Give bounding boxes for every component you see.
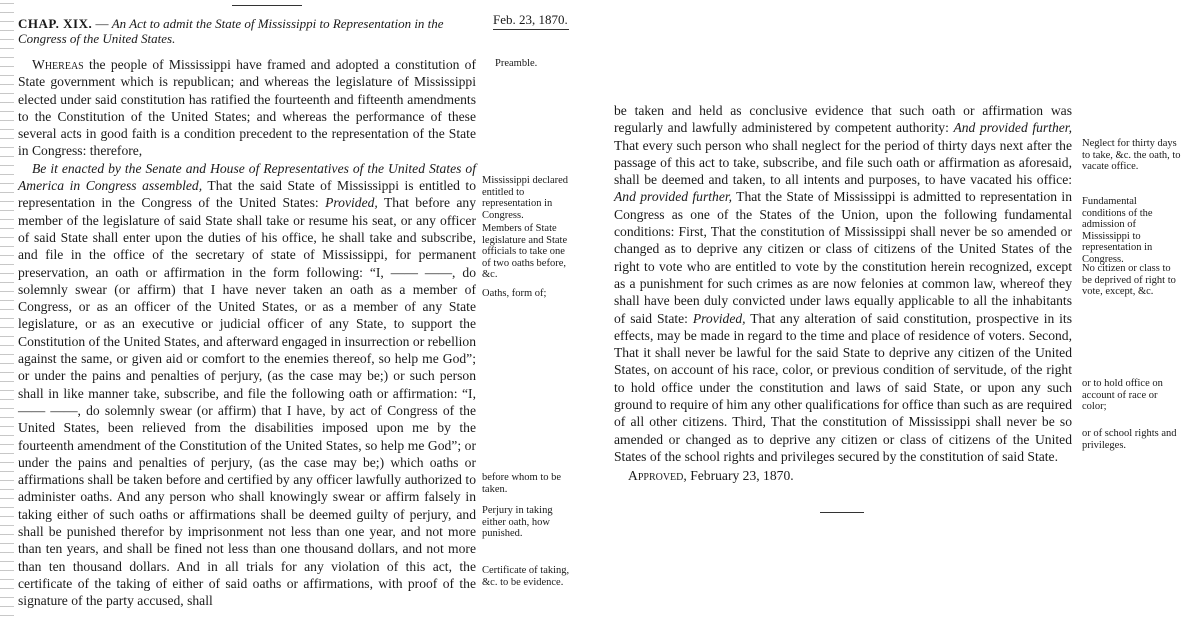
provided-1: Provided,: [325, 195, 378, 211]
margin-note-before-whom: before whom to be taken.: [482, 472, 562, 495]
top-rule: [232, 5, 302, 6]
right-text-c: That the State of Mississippi is admitted to representation in Congress as one of the States of the Union, upon the following fundamental conditions: First, That the constitution of Mississippi shall never be so amended or changed as to deprive any citizen or class of citizens of the United States of the right to vote who are entitled to vote by the constitution herein recognized, except as a punishment for such crimes as are now felonies at common law, whereof they shall have been duly convicted under laws equally applicable to all the inhabitants of said State:: [614, 189, 1072, 326]
margin-note-mississippi-entitled: Mississippi declared entitled to representation in Congress.: [482, 175, 569, 221]
approved-label: Approved,: [628, 468, 687, 484]
margin-note-certificate: Certificate of taking, &c. to be evidence.: [482, 565, 570, 588]
enacting-paragraph: [18, 160, 476, 610]
right-text-d: That any alteration of said constitution, prospective in its effects, may be made in regard to the time and place of residence of voters. Second, That it shall never be lawful for the said State to deprive any citizen of the United States, on account of his race, color, or previous condition of servitude, of the right to hold office under the constitution and laws of said State, or upon any such ground to require of him any other qualifications for office than such as are required of all other citizens. Third, That the constitution of Mississippi shall never be so amended or changed as to deprive any citizen or class of citizens of the United States of the school rights and privileges secured by the constitution of said State.: [614, 310, 1072, 464]
header-dash: —: [92, 16, 112, 31]
binding-edge: [0, 0, 14, 619]
approved-date: February 23, 1870.: [686, 468, 794, 484]
margin-note-preamble: Preamble.: [495, 58, 538, 69]
chapter-number: CHAP. XIX.: [18, 16, 93, 31]
enacting-clause: Be it enacted by the Senate and House of Representatives of the United States of America in Congress assembled,: [18, 160, 476, 194]
provided-2: And provided further,: [953, 120, 1072, 136]
provided-4: Provided,: [692, 310, 746, 326]
approved-line: [614, 467, 1072, 484]
left-text-a: That the said State of Mississippi is entitled to representation in the Congress of the United States:: [18, 178, 476, 211]
right-column: [614, 102, 1072, 485]
right-paragraph: [614, 102, 1072, 465]
end-rule: [820, 512, 864, 513]
margin-note-school-rights: or of school rights and privileges.: [1082, 428, 1177, 451]
act-title: An Act to admit the State of Mississippi to Representation in the Congress of the United States.: [18, 16, 444, 46]
margin-note-perjury: Perjury in taking either oath, how punished.: [482, 505, 553, 539]
left-column: [18, 56, 476, 610]
chapter-header: [18, 16, 488, 46]
preamble-paragraph: [18, 56, 476, 160]
margin-note-oaths-form: Oaths, form of;: [482, 288, 547, 299]
whereas-lead: Whereas: [32, 57, 84, 72]
left-text-b: That before any member of the legislature of said State shall take or resume his seat, or any officer of said State shall enter upon the duties of his office, he shall take and subscribe, and file in the office of the secretary of state of Mississippi, for permanent preservation, an oath or affirmation in the form following: “I, —— ——, do solemnly swear (or affirm) that I have never taken an oath as a member of Congress, or as an officer of the United States, or as a member of any State legislature, or as an executive or judicial officer of any State, to support the Constitution of the United States, and afterward engaged in insurrection or rebellion against the same, or given aid or comfort to the enemies thereof, so help me God”; or under the pains and penalties of perjury, (as the case may be;) or such person shall in like manner take, subscribe, and file the following oath or affirmation: “I, —— ——, do solemnly swear (or affirm) that I have, by act of Congress of the United States, been relieved from the disabilities imposed upon me by the fourteenth amendment of the Constitution of the United States, so help me God”; or under the pains and penalties of perjury, (as the case may be;) which oaths or affirmations shall be taken before and certified by any officer lawfully authorized to administer oaths. And any person who shall knowingly swear or affirm falsely in taking either of such oaths or affirmations shall be deemed guilty of perjury, and shall be punished therefor by imprisonment not less than one year, and not more than ten years, and shall be fined not less than one thousand dollars, and not more than ten thousand dollars. And in all trials for any violation of this act, the certificate of the taking of either of said oaths or affirmations, with proof of the signature of the party accused, shall: [18, 195, 477, 609]
act-date: Feb. 23, 1870.: [493, 12, 569, 30]
whereas-text: the people of Mississippi have framed and adopted a constitution of State government which is republican; and whereas the legislature of Mississippi elected under said constitution has ratified the fourteenth and fifteenth amendments to the Constitution of the United States; and whereas the performance of these several acts in good faith is a condition precedent to the representation of the State in Congress: therefore,: [18, 57, 476, 159]
right-text-b: That every such person who shall neglect for the period of thirty days next after the passage of this act to take, subscribe, and file such oath or affirmation as aforesaid, shall be deemed and taken, to all intents and purposes, to have vacated his office:: [614, 137, 1072, 188]
margin-note-hold-office: or to hold office on account of race or color;: [1082, 378, 1163, 412]
margin-note-neglect: Neglect for thirty days to take, &c. the oath, to vacate office.: [1082, 138, 1181, 172]
right-text-a: be taken and held as conclusive evidence that such oath or affirmation was regularly and lawfully administered by competent authority:: [614, 103, 1072, 136]
margin-note-fundamental: Fundamental conditions of the admission of Mississippi to representation in Congress.: [1082, 196, 1153, 265]
provided-3: And provided further,: [614, 189, 733, 205]
margin-note-members-officials: Members of State legislature and State officials to take one of two oaths before, &c.: [482, 223, 568, 280]
margin-note-no-citizen: No citizen or class to be deprived of right to vote, except, &c.: [1082, 263, 1176, 297]
